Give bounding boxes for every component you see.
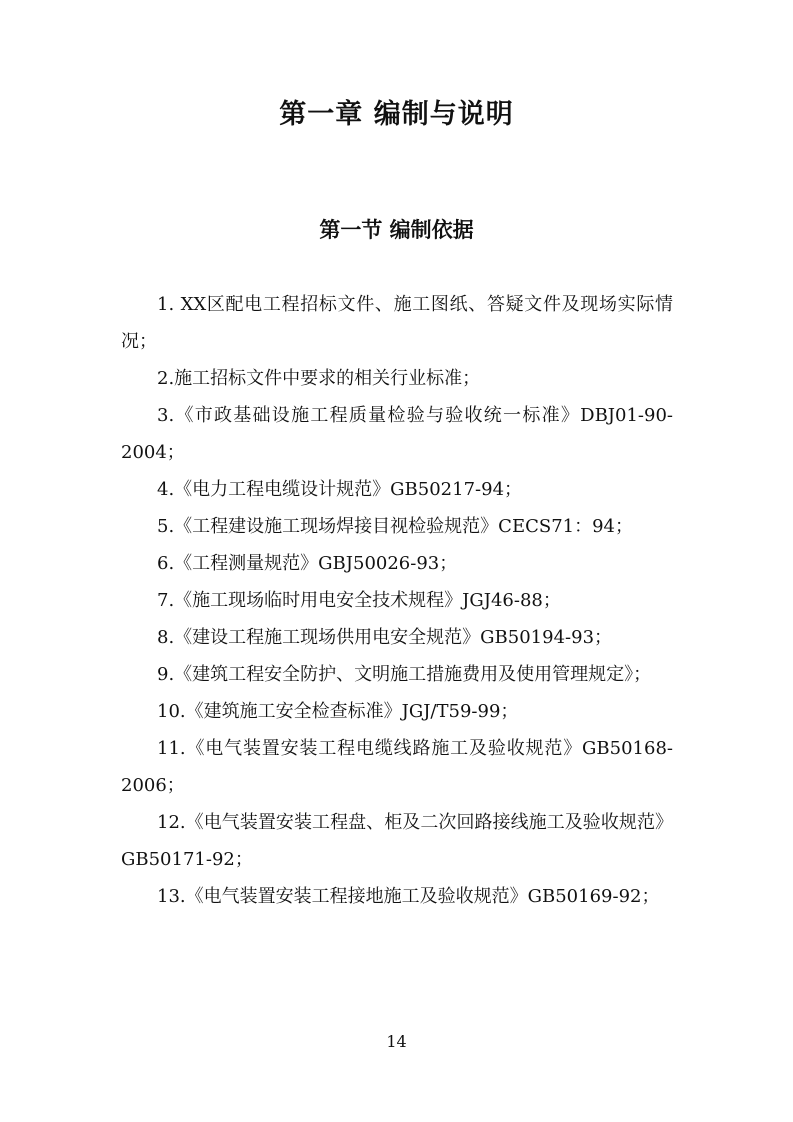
- list-item: 13.《电气装置安装工程接地施工及验收规范》GB50169-92；: [157, 886, 660, 907]
- list-item: 10.《建筑施工安全检查标准》JGJ/T59-99；: [157, 701, 519, 722]
- list-item: 4.《电力工程电缆设计规范》GB50217-94；: [157, 479, 523, 500]
- list-item: 8.《建设工程施工现场供用电安全规范》GB50194-93；: [157, 627, 613, 648]
- list-item: 9.《建筑工程安全防护、文明施工措施费用及使用管理规定》；: [157, 664, 652, 685]
- section-title: 第一节 编制依据: [319, 218, 474, 242]
- list-item: 6.《工程测量规范》GBJ50026-93；: [157, 553, 458, 574]
- list-item: 1. XX区配电工程招标文件、施工图纸、答疑文件及现场实际情况；: [121, 294, 673, 352]
- list-item: 11.《电气装置安装工程电缆线路施工及验收规范》GB50168-2006；: [121, 738, 673, 796]
- list-item: 3.《市政基础设施工程质量检验与验收统一标准》DBJ01-90-2004；: [121, 405, 673, 463]
- chapter-title: 第一章 编制与说明: [279, 99, 514, 130]
- page-number: 14: [386, 1032, 407, 1051]
- list-item: 5.《工程建设施工现场焊接目视检验规范》CECS71：94；: [157, 516, 633, 537]
- list-item: 12.《电气装置安装工程盘、柜及二次回路接线施工及验收规范》GB50171-92；: [121, 812, 673, 870]
- list-item: 2.施工招标文件中要求的相关行业标准；: [157, 368, 481, 389]
- reference-list: [121, 286, 673, 915]
- list-item: 7.《施工现场临时用电安全技术规程》JGJ46-88；: [157, 590, 561, 611]
